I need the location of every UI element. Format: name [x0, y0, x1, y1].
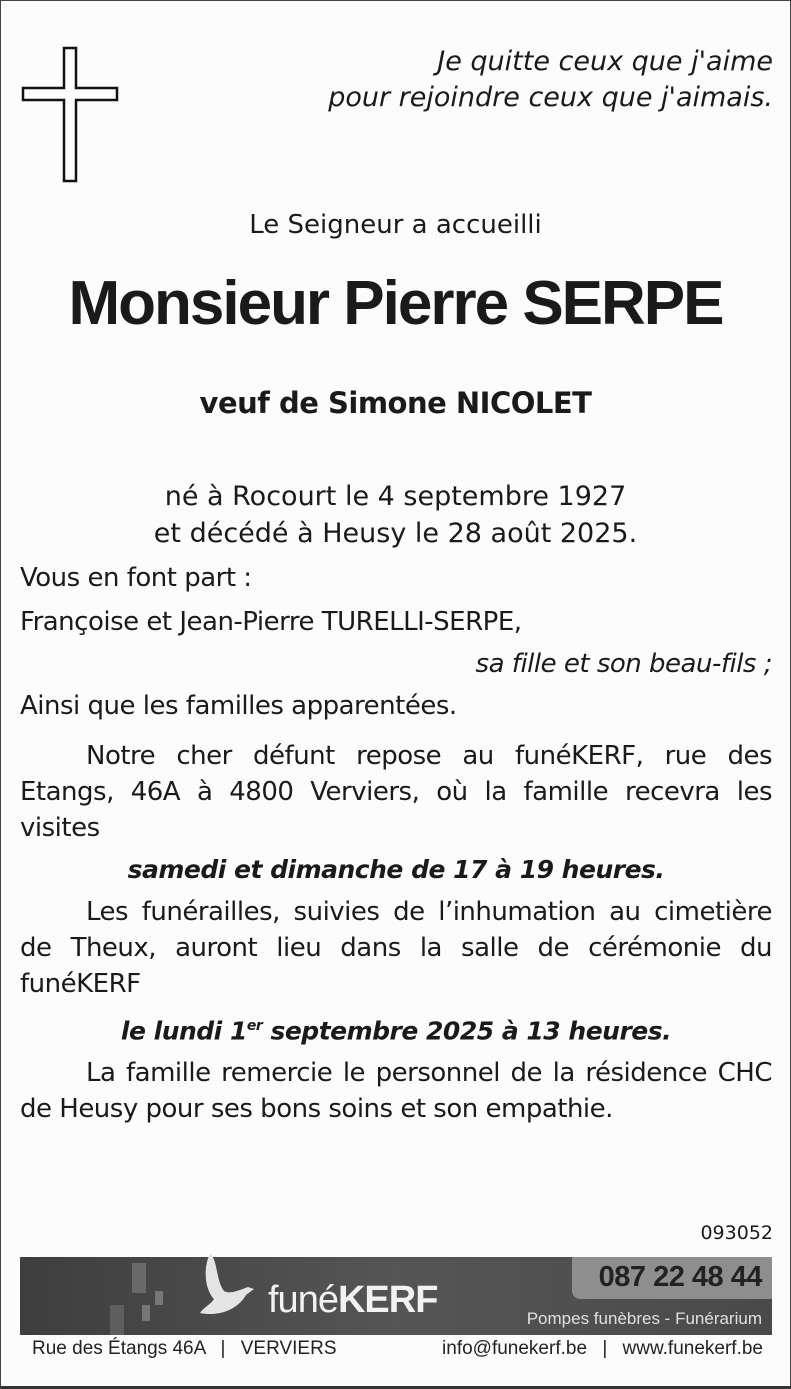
decor-square [132, 1263, 146, 1293]
death-line: et décédé à Heusy le 28 août 2025. [153, 518, 638, 549]
ad-tagline: Pompes funèbres - Funérarium [526, 1309, 762, 1328]
funeral-home-ad [20, 1257, 772, 1335]
thanks-text: La famille remercie le personnel de la résidence CHC de Heusy pour ses bons soins et son empathie. [20, 1058, 772, 1125]
website-link[interactable]: www.funekerf.be [622, 1338, 763, 1359]
funeral-date-post: septembre 2025 à 13 heures. [262, 1016, 672, 1046]
brand-logo [268, 1279, 437, 1322]
quote-line-2: pour rejoindre ceux que j'aimais. [328, 82, 773, 113]
widow-line: veuf de Simone NICOLET [199, 386, 592, 420]
cross-icon [20, 45, 120, 185]
family-intro: Vous en font part : [20, 563, 252, 593]
city-text: VERVIERS [240, 1338, 337, 1359]
separator: | [220, 1338, 226, 1359]
intro-text: Le Seigneur a accueilli [249, 210, 542, 240]
visits-times: samedi et dimanche de 17 à 19 heures. [127, 855, 665, 884]
funeral-date-pre: le lundi 1 [120, 1016, 247, 1046]
decor-square [110, 1305, 124, 1335]
family-names: Françoise et Jean-Pierre TURELLI-SERPE, [20, 607, 522, 637]
life-dates [0, 478, 791, 552]
brand-light: funé [268, 1279, 338, 1321]
separator: | [602, 1338, 608, 1359]
decor-square [142, 1305, 150, 1321]
ad-address [32, 1338, 337, 1360]
dove-logo-icon [190, 1251, 260, 1321]
address-text: Rue des Étangs 46A [32, 1338, 206, 1359]
ad-contact [442, 1338, 763, 1360]
funeral-date-sup: er [246, 1018, 263, 1034]
funeral-text: Les funérailles, suivies de l’inhumation au cimetière de Theux, auront lieu dans la salle de cérémonie du funéKERF [20, 897, 772, 999]
birth-line: né à Rocourt le 4 septembre 1927 [164, 481, 627, 512]
announcement-body [20, 560, 772, 1127]
email-link[interactable]: info@funekerf.be [442, 1338, 588, 1359]
visits-text: Notre cher défunt repose au funéKERF, rue des Etangs, 46A à 4800 Verviers, où la famille recevra les visites [20, 741, 772, 843]
phone-number[interactable]: 087 22 48 44 [598, 1261, 762, 1293]
quote-line-1: Je quitte ceux que j'aime [437, 46, 773, 77]
funeral-date [20, 1008, 772, 1049]
family-relation: sa fille et son beau-fils ; [475, 649, 772, 679]
epitaph-quote [328, 44, 773, 116]
brand-bold: KERF [337, 1279, 438, 1321]
deceased-name: Monsieur Pierre SERPE [68, 269, 723, 338]
decor-square [155, 1291, 163, 1305]
reference-number: 093052 [700, 1222, 773, 1244]
family-others: Ainsi que les familles apparentées. [20, 691, 457, 721]
